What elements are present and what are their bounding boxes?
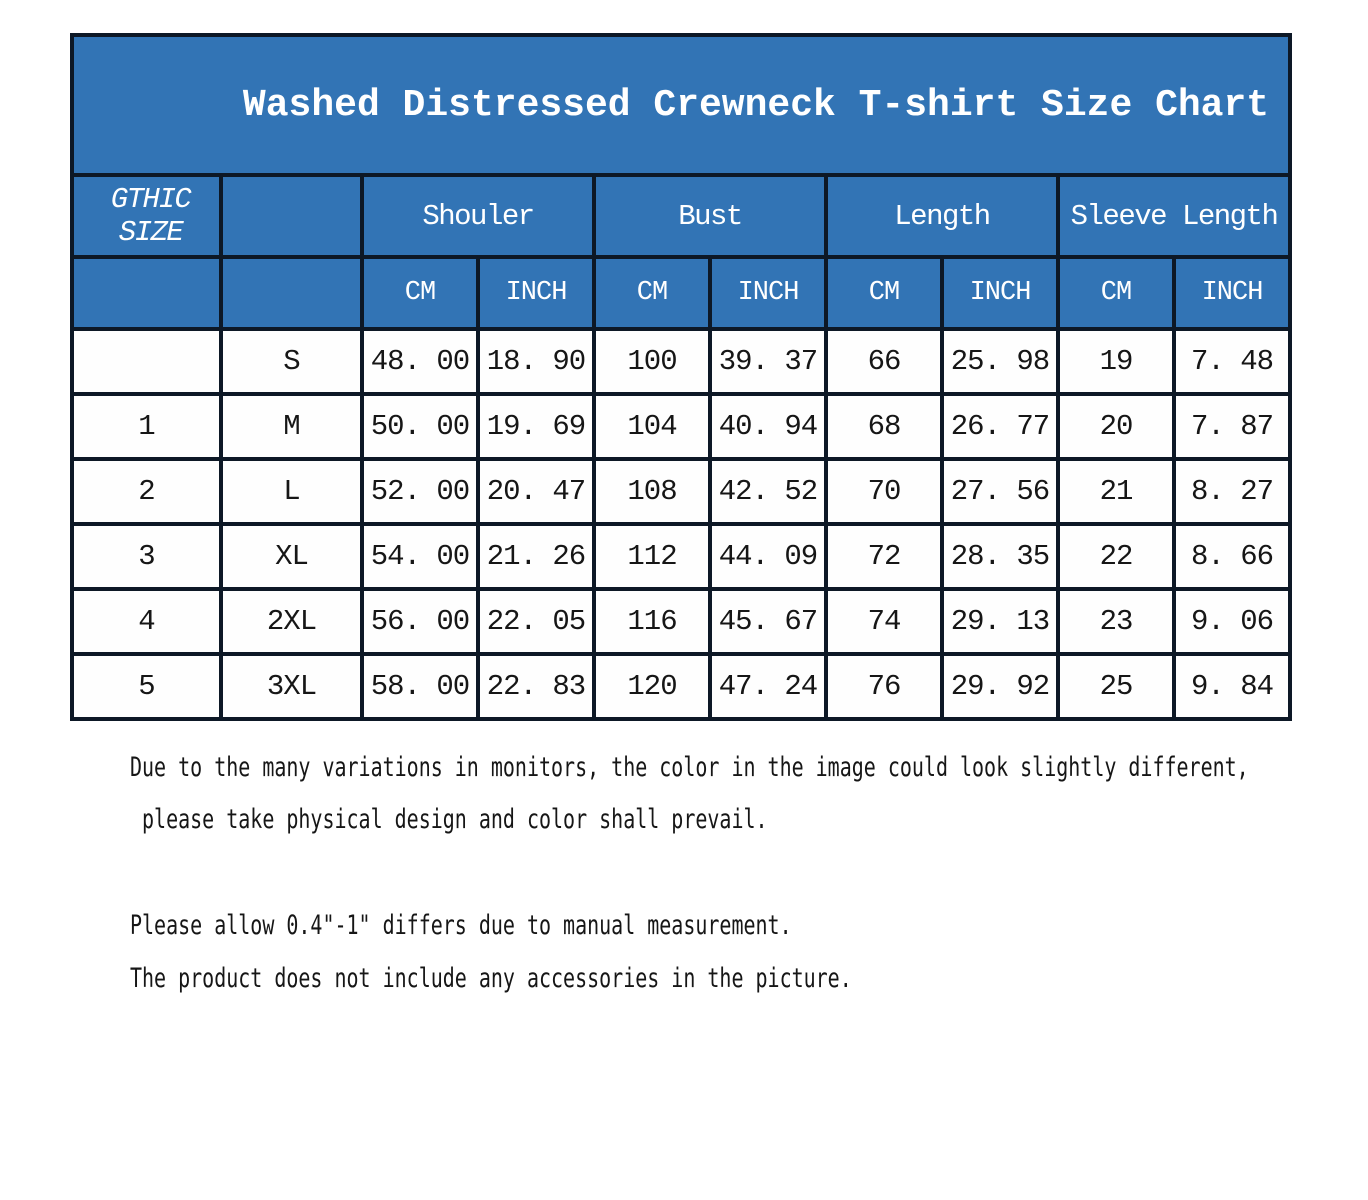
measurement-cell: 22 <box>1058 524 1174 589</box>
size-chart-table <box>70 33 1292 721</box>
chart-title: Washed Distressed Crewneck T-shirt Size Chart <box>72 35 1290 175</box>
measurement-cell: 26. 77 <box>942 394 1058 459</box>
measurement-cell: 108 <box>594 459 710 524</box>
measurement-cell: 50. 00 <box>362 394 478 459</box>
note-manual-measurement: Please allow 0.4"-1" differs due to manual measurement. <box>130 910 792 941</box>
size-table-row <box>72 524 1290 589</box>
size-table-row <box>72 329 1290 394</box>
measurement-cell: 8. 27 <box>1174 459 1290 524</box>
column-group-length: Length <box>826 175 1058 257</box>
measurement-cell: 27. 56 <box>942 459 1058 524</box>
size-chart <box>70 33 1292 721</box>
measurement-cell: 44. 09 <box>710 524 826 589</box>
row-size-cell: M <box>221 394 362 459</box>
size-column-header-blank2 <box>221 257 362 329</box>
measurement-cell: 47. 24 <box>710 654 826 719</box>
measurement-cell: 25. 98 <box>942 329 1058 394</box>
unit-header-inch: INCH <box>942 257 1058 329</box>
measurement-cell: 66 <box>826 329 942 394</box>
index-column-header-blank <box>72 257 221 329</box>
measurement-cell: 28. 35 <box>942 524 1058 589</box>
measurement-cell: 9. 84 <box>1174 654 1290 719</box>
measurement-cell: 72 <box>826 524 942 589</box>
measurement-cell: 39. 37 <box>710 329 826 394</box>
measurement-cell: 70 <box>826 459 942 524</box>
measurement-cell: 58. 00 <box>362 654 478 719</box>
measurement-cell: 116 <box>594 589 710 654</box>
size-rows <box>72 329 1290 719</box>
measurement-cell: 22. 05 <box>478 589 594 654</box>
measurement-cell: 20. 47 <box>478 459 594 524</box>
unit-header-inch: INCH <box>478 257 594 329</box>
row-index-cell: 2 <box>72 459 221 524</box>
note-accessories: The product does not include any accessories in the picture. <box>130 963 852 994</box>
measurement-cell: 19. 69 <box>478 394 594 459</box>
measurement-cell: 68 <box>826 394 942 459</box>
measurement-cell: 7. 48 <box>1174 329 1290 394</box>
measurement-cell: 100 <box>594 329 710 394</box>
unit-header-row <box>72 257 1290 329</box>
measurement-cell: 45. 67 <box>710 589 826 654</box>
row-index-cell: 3 <box>72 524 221 589</box>
measurement-cell: 25 <box>1058 654 1174 719</box>
size-table-row <box>72 394 1290 459</box>
row-size-cell: S <box>221 329 362 394</box>
unit-header-inch: INCH <box>1174 257 1290 329</box>
size-table-row <box>72 589 1290 654</box>
row-size-cell: L <box>221 459 362 524</box>
row-index-cell <box>72 329 221 394</box>
column-group-sleeve-length: Sleeve Length <box>1058 175 1290 257</box>
measurement-cell: 7. 87 <box>1174 394 1290 459</box>
measurement-cell: 23 <box>1058 589 1174 654</box>
unit-header-cm: CM <box>594 257 710 329</box>
measurement-cell: 18. 90 <box>478 329 594 394</box>
measurement-cell: 52. 00 <box>362 459 478 524</box>
measurement-cell: 29. 13 <box>942 589 1058 654</box>
measurement-cell: 40. 94 <box>710 394 826 459</box>
note-monitor-variation-line1: Due to the many variations in monitors, the color in the image could look slightly different, <box>130 752 1249 783</box>
row-index-cell: 1 <box>72 394 221 459</box>
size-table-row <box>72 654 1290 719</box>
measurement-cell: 8. 66 <box>1174 524 1290 589</box>
note-monitor-variation-line2: please take physical design and color shall prevail. <box>130 804 768 835</box>
column-group-row <box>72 175 1290 257</box>
unit-header-cm: CM <box>362 257 478 329</box>
row-index-cell: 4 <box>72 589 221 654</box>
column-group-shoulder: Shouler <box>362 175 594 257</box>
row-size-cell: 2XL <box>221 589 362 654</box>
measurement-cell: 54. 00 <box>362 524 478 589</box>
measurement-cell: 48. 00 <box>362 329 478 394</box>
row-index-cell: 5 <box>72 654 221 719</box>
measurement-cell: 20 <box>1058 394 1174 459</box>
row-size-cell: XL <box>221 524 362 589</box>
measurement-cell: 76 <box>826 654 942 719</box>
measurement-cell: 9. 06 <box>1174 589 1290 654</box>
measurement-cell: 56. 00 <box>362 589 478 654</box>
unit-header-cm: CM <box>826 257 942 329</box>
measurement-cell: 74 <box>826 589 942 654</box>
row-size-cell: 3XL <box>221 654 362 719</box>
measurement-cell: 42. 52 <box>710 459 826 524</box>
measurement-cell: 29. 92 <box>942 654 1058 719</box>
measurement-cell: 112 <box>594 524 710 589</box>
size-table-row <box>72 459 1290 524</box>
measurement-cell: 120 <box>594 654 710 719</box>
measurement-cell: 19 <box>1058 329 1174 394</box>
measurement-cell: 22. 83 <box>478 654 594 719</box>
title-banner-row <box>72 35 1290 175</box>
unit-header-inch: INCH <box>710 257 826 329</box>
column-group-bust: Bust <box>594 175 826 257</box>
size-column-header-blank <box>221 175 362 257</box>
measurement-cell: 21 <box>1058 459 1174 524</box>
brand-size-label: GTHIC SIZE <box>72 175 221 257</box>
measurement-cell: 21. 26 <box>478 524 594 589</box>
unit-header-cm: CM <box>1058 257 1174 329</box>
measurement-cell: 104 <box>594 394 710 459</box>
